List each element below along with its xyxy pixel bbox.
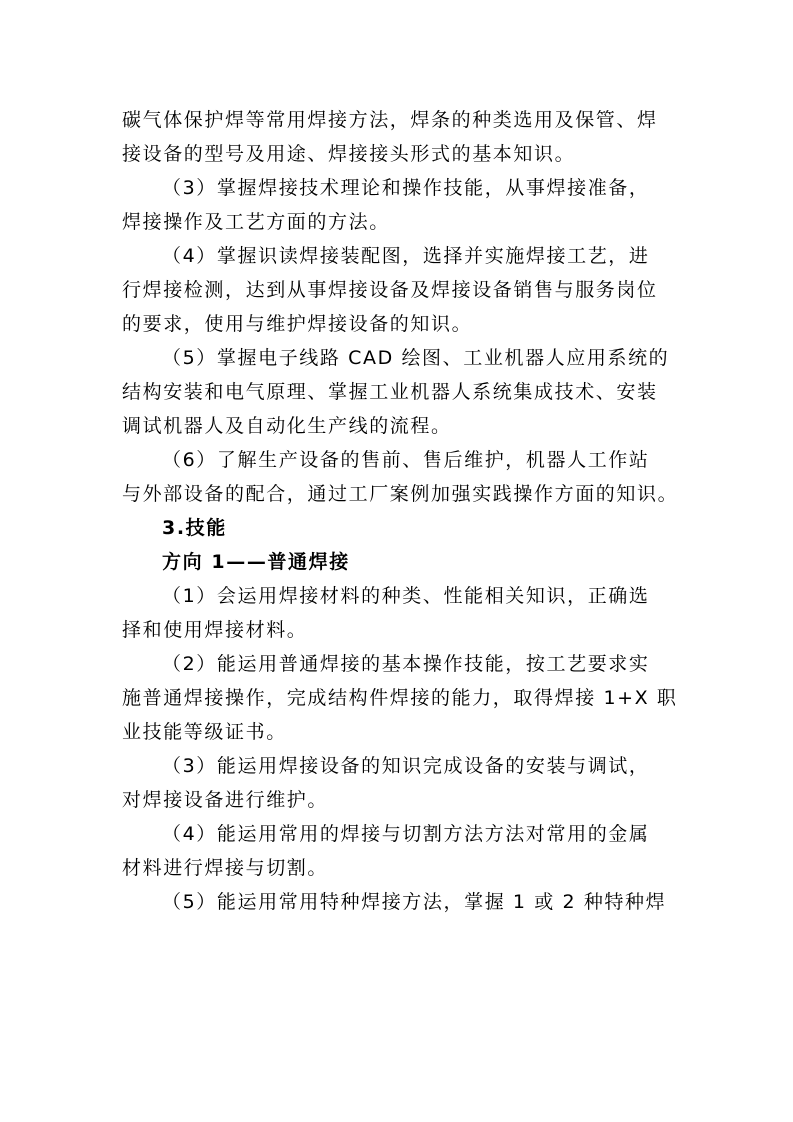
list-item-line: （4）掌握识读焊接装配图，选择并实施焊接工艺，进 <box>162 245 650 267</box>
paragraph-line: 业技能等级证书。 <box>122 721 287 743</box>
list-item-line: （4）能运用常用的焊接与切割方法方法对常用的金属 <box>162 823 650 845</box>
paragraph-line: 的要求，使用与维护焊接设备的知识。 <box>122 313 473 335</box>
paragraph-line: 焊接操作及工艺方面的方法。 <box>122 211 390 233</box>
paragraph-line: 施普通焊接操作，完成结构件焊接的能力，取得焊接 1+X 职 <box>122 687 678 709</box>
section-heading: 3.技能 <box>162 517 227 539</box>
list-item-line: （5）掌握电子线路 CAD 绘图、工业机器人应用系统的 <box>162 347 670 369</box>
list-item-line: （2）能运用普通焊接的基本操作技能，按工艺要求实 <box>162 653 650 675</box>
paragraph-line: 择和使用焊接材料。 <box>122 619 308 641</box>
list-item-line: （6）了解生产设备的售前、售后维护，机器人工作站 <box>162 449 650 471</box>
paragraph-line: 接设备的型号及用途、焊接接头形式的基本知识。 <box>122 143 576 165</box>
document-page <box>122 103 682 919</box>
paragraph-line: 行焊接检测，达到从事焊接设备及焊接设备销售与服务岗位 <box>122 279 658 301</box>
list-item-line: （3）能运用焊接设备的知识完成设备的安装与调试， <box>162 755 650 777</box>
list-item-line: （1）会运用焊接材料的种类、性能相关知识，正确选 <box>162 585 650 607</box>
paragraph-line: 材料进行焊接与切割。 <box>122 857 329 879</box>
paragraph-line: 对焊接设备进行维护。 <box>122 789 329 811</box>
subsection-heading: 方向 1——普通焊接 <box>162 551 350 573</box>
paragraph-line: 结构安装和电气原理、掌握工业机器人系统集成技术、安装 <box>122 381 658 403</box>
list-item-line: （5）能运用常用特种焊接方法，掌握 1 或 2 种特种焊 <box>162 891 667 913</box>
paragraph-line: 调试机器人及自动化生产线的流程。 <box>122 415 452 437</box>
paragraph-line: 与外部设备的配合，通过工厂案例加强实践操作方面的知识。 <box>122 483 679 505</box>
list-item-line: （3）掌握焊接技术理论和操作技能，从事焊接准备， <box>162 177 650 199</box>
paragraph-line: 碳气体保护焊等常用焊接方法，焊条的种类选用及保管、焊 <box>122 109 658 131</box>
